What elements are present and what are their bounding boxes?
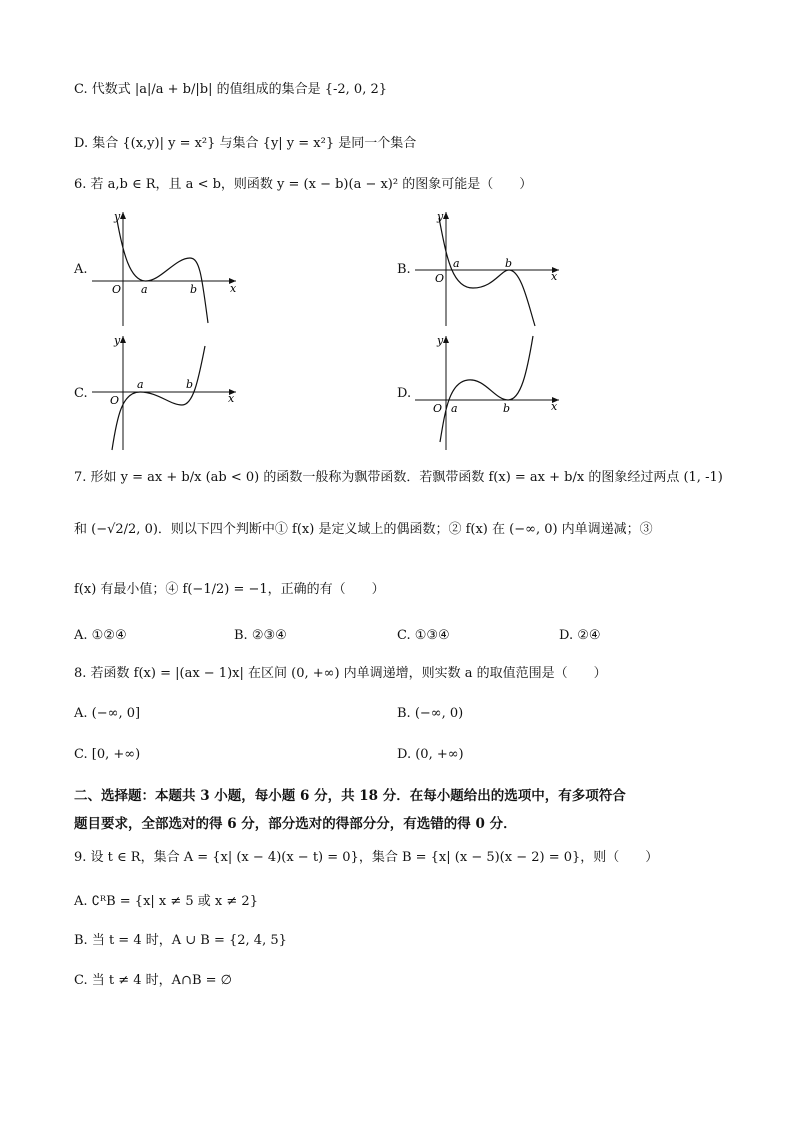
q6-label-a: A.: [74, 262, 88, 277]
graph-a-origin-label: O: [112, 283, 122, 296]
q7-stem-line3: f(x) 有最小值；④ f(−1/2) = −1，正确的有（ ）: [74, 582, 385, 597]
graph-d-b-label: b: [503, 402, 511, 415]
q7-stem-line1: 7. 形如 y = ax + b/x (ab < 0) 的函数一般称为飘带函数．若飘带函数 f(x) = ax + b/x 的图象经过两点 (1, -1): [74, 470, 723, 485]
q5-option-d: D. 集合 {(x,y)| y = x²} 与集合 {y| y = x²} 是同一个集合: [74, 136, 417, 151]
q6-label-b: B.: [397, 262, 411, 277]
graph-a-x-label: x: [230, 282, 237, 295]
graph-c-y-label: y: [114, 334, 121, 347]
q8-option-b: B. (−∞, 0): [397, 706, 464, 721]
graph-d-x-label: x: [551, 400, 558, 413]
graph-d-a-label: a: [451, 402, 458, 415]
q7-option-a: A. ①②④: [74, 628, 127, 643]
graph-b-a-label: a: [453, 257, 460, 270]
q7-options: [74, 628, 734, 643]
q8-option-d: D. (0, +∞): [397, 747, 464, 762]
q7-option-c: C. ①③④: [397, 628, 450, 643]
q8-options-row2: [74, 747, 734, 762]
graph-c-a-label: a: [137, 378, 144, 391]
q6-graph-d: [413, 332, 573, 454]
graph-a-y-label: y: [114, 210, 121, 223]
q7-option-d: D. ②④: [559, 628, 601, 643]
q8-options-row1: [74, 706, 734, 721]
q6-label-d: D.: [397, 386, 412, 401]
q8-stem: 8. 若函数 f(x) = |(ax − 1)x| 在区间 (0, +∞) 内单调递增，则实数 a 的取值范围是（ ）: [74, 666, 607, 681]
graph-b-x-label: x: [551, 270, 558, 283]
q7-option-b: B. ②③④: [234, 628, 287, 643]
q8-option-c: C. [0, +∞): [74, 747, 141, 762]
q6-graph-c: [90, 332, 250, 454]
section-2-heading-line2: 题目要求，全部选对的得 6 分，部分选对的得部分分，有选错的得 0 分．: [74, 816, 517, 832]
graph-a-b-label: b: [190, 283, 198, 296]
q6-stem: 6. 若 a,b ∈ R，且 a < b，则函数 y = (x − b)(a − x)² 的图象可能是（ ）: [74, 177, 533, 192]
q9-option-c: C. 当 t ≠ 4 时，A∩B = ∅: [74, 973, 232, 988]
graph-b-origin-label: O: [435, 272, 445, 285]
graph-d-origin-label: O: [433, 402, 443, 415]
graph-a-a-label: a: [141, 283, 148, 296]
q8-option-a: A. (−∞, 0]: [74, 706, 141, 721]
q9-stem: 9. 设 t ∈ R，集合 A = {x| (x − 4)(x − t) = 0}，集合 B = {x| (x − 5)(x − 2) = 0}，则（ ）: [74, 850, 659, 865]
q9-option-a: A. ∁ᴿB = {x| x ≠ 5 或 x ≠ 2}: [74, 894, 258, 909]
q9-option-b: B. 当 t = 4 时，A ∪ B = {2, 4, 5}: [74, 933, 287, 948]
graph-b-b-label: b: [505, 257, 513, 270]
q6-graph-b: [413, 208, 573, 330]
section-2-heading-line1: 二、选择题：本题共 3 小题，每小题 6 分，共 18 分．在每小题给出的选项中，有多项符合: [74, 788, 626, 804]
q7-stem-line2: 和 (−√2/2, 0)．则以下四个判断中① f(x) 是定义域上的偶函数；② f(x) 在 (−∞, 0) 内单调递减；③: [74, 522, 653, 537]
q6-label-c: C.: [74, 386, 88, 401]
q5-option-c: C. 代数式 |a|/a + b/|b| 的值组成的集合是 {-2, 0, 2}: [74, 82, 388, 97]
graph-b-y-label: y: [437, 210, 444, 223]
q6-graph-a: [90, 208, 250, 330]
graph-c-origin-label: O: [110, 394, 120, 407]
graph-d-y-label: y: [437, 334, 444, 347]
graph-c-b-label: b: [186, 378, 194, 391]
graph-c-x-label: x: [228, 392, 235, 405]
